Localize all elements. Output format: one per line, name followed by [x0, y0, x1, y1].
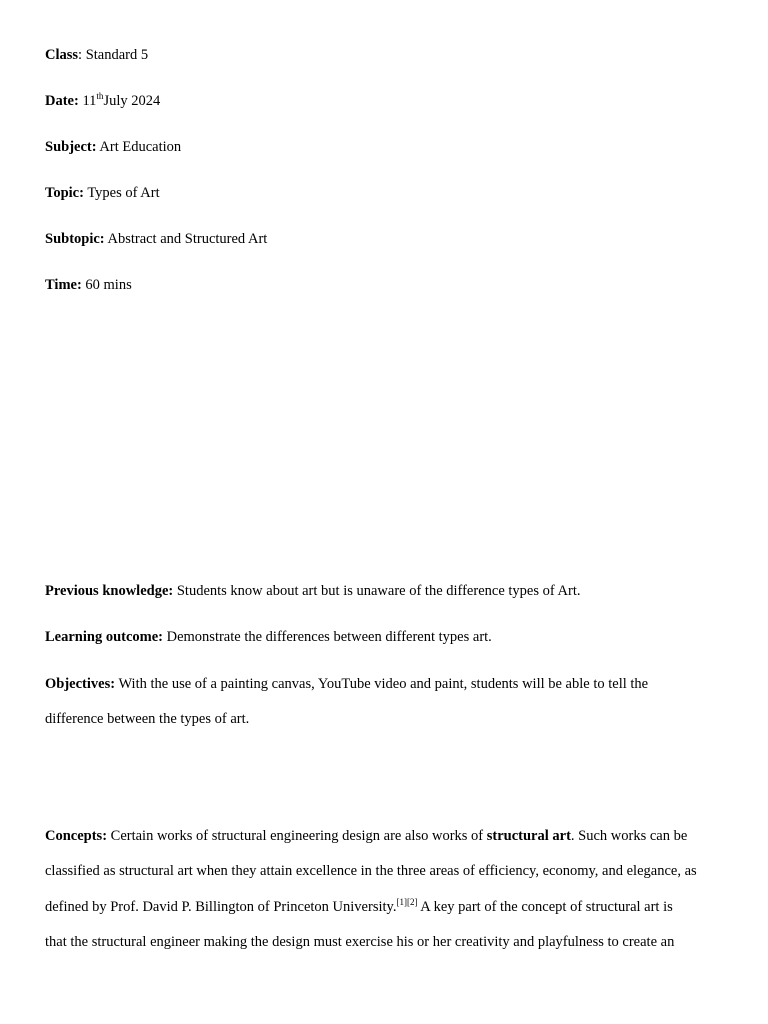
- concepts-row-4: [45, 925, 735, 960]
- footnote-ref-1[interactable]: [1]: [396, 896, 407, 907]
- concepts-row-2: [45, 854, 735, 889]
- subject-line: [45, 138, 181, 156]
- previous-knowledge-line: [45, 582, 580, 600]
- topic-line: [45, 184, 160, 202]
- concepts-bold-term: structural art: [486, 828, 571, 844]
- objectives-label: Objectives:: [45, 676, 116, 692]
- time-label: Time:: [45, 277, 82, 293]
- concepts-label: Concepts:: [45, 828, 108, 844]
- objectives-text-1: With the use of a painting canvas, YouTube video and paint, students will be able to tell the: [118, 676, 649, 692]
- time-value: 60 mins: [85, 277, 132, 293]
- topic-label: Topic:: [45, 185, 84, 201]
- objectives-line-1: [45, 675, 648, 693]
- previous-knowledge-label: Previous knowledge:: [45, 583, 174, 599]
- concepts-paragraph: [45, 819, 735, 960]
- learning-outcome-line: [45, 628, 492, 646]
- time-line: [45, 276, 132, 294]
- learning-outcome-label: Learning outcome:: [45, 629, 163, 645]
- objectives-line-2: [45, 710, 249, 728]
- date-month-year: July 2024: [103, 93, 161, 109]
- subject-label: Subject:: [45, 139, 97, 155]
- concepts-line-4: that the structural engineer making the design must exercise his or her creativity and playfulness to create an: [45, 933, 675, 950]
- concepts-row-1: [45, 819, 735, 854]
- footnote-ref-2[interactable]: [2]: [406, 896, 418, 907]
- subtopic-value: Abstract and Structured Art: [107, 231, 268, 247]
- date-day: 11: [82, 93, 97, 109]
- topic-value: Types of Art: [87, 185, 160, 201]
- subject-value: Art Education: [99, 139, 182, 155]
- concepts-line-2: classified as structural art when they attain excellence in the three areas of efficiency, economy, and elegance, as: [45, 863, 697, 880]
- previous-knowledge-value: Students know about art but is unaware of the difference types of Art.: [176, 583, 581, 599]
- class-separator: :: [78, 47, 86, 63]
- date-label: Date:: [45, 93, 79, 109]
- concepts-line-3b: A key part of the concept of structural art is: [420, 898, 673, 915]
- date-line: [45, 92, 160, 110]
- date-day-suffix: th: [96, 91, 104, 101]
- class-value: Standard 5: [85, 47, 149, 63]
- concepts-line-3a: defined by Prof. David P. Billington of Princeton University.: [45, 898, 397, 915]
- class-line: [45, 46, 148, 64]
- subtopic-label: Subtopic:: [45, 231, 105, 247]
- objectives-text-2: difference between the types of art.: [45, 711, 250, 727]
- concepts-text-2: . Such works can be: [570, 828, 688, 844]
- concepts-text-1: Certain works of structural engineering design are also works of: [110, 828, 484, 844]
- learning-outcome-value: Demonstrate the differences between different types art.: [166, 629, 492, 645]
- subtopic-line: [45, 230, 267, 248]
- concepts-row-3: [45, 890, 735, 925]
- class-label: Class: [45, 47, 79, 63]
